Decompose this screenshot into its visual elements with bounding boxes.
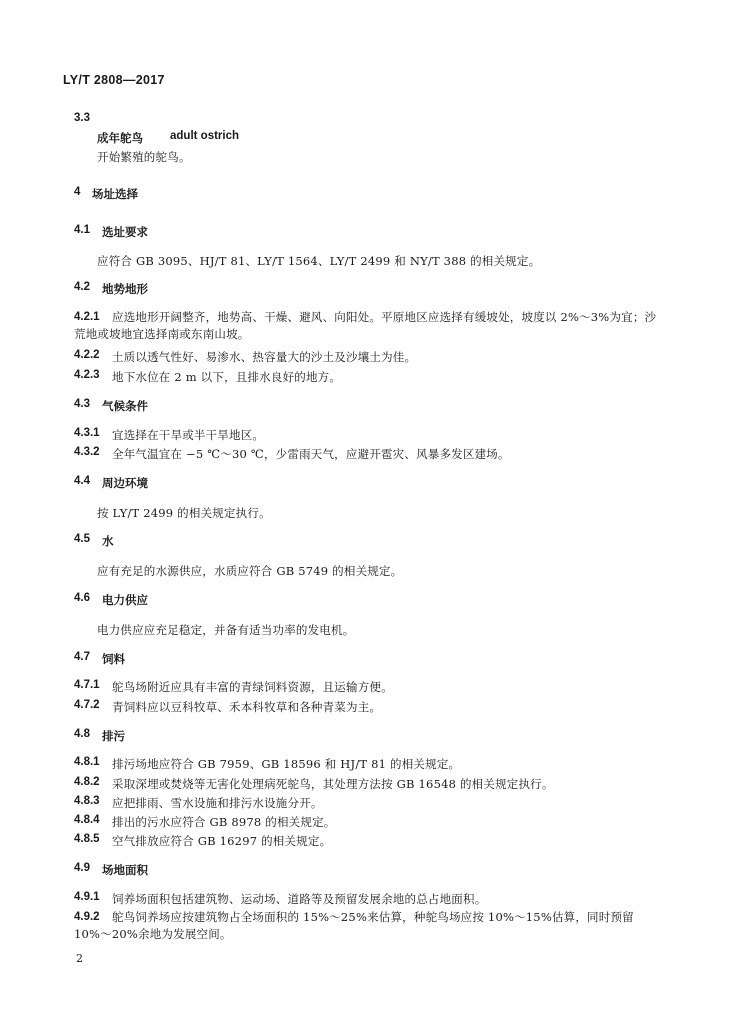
- clause-title: 周边环境: [102, 476, 148, 490]
- clause-title: 气候条件: [102, 399, 148, 413]
- subclause-number: 4.9.1: [74, 891, 100, 903]
- page-number: 2: [76, 952, 83, 965]
- section-number: 4: [74, 186, 81, 198]
- subclause-text: 空气排放应符合 GB 16297 的相关规定。: [112, 834, 332, 848]
- subclause-number: 4.3.2: [74, 446, 100, 458]
- subclause-number: 4.7.1: [74, 679, 100, 691]
- subclause-number: 4.8.3: [74, 795, 100, 807]
- subclause-text: 地下水位在 2 m 以下，且排水良好的地方。: [112, 370, 342, 384]
- clause-number: 3.3: [74, 112, 90, 124]
- subclause-text: 排出的污水应符合 GB 8978 的相关规定。: [112, 815, 336, 829]
- subclause-number: 4.3.1: [74, 427, 100, 439]
- subclause-number: 4.8.1: [74, 756, 100, 768]
- subclause-text: 宜选择在干旱或半干旱地区。: [112, 428, 265, 442]
- subclause-text: 应把排雨、雪水设施和排污水设施分开。: [112, 796, 323, 810]
- subclause-text: 饲养场面积包括建筑物、运动场、道路等及预留发展余地的总占地面积。: [112, 892, 487, 906]
- subclause-text: 青饲料应以豆科牧草、禾本科牧草和各种青菜为主。: [112, 700, 382, 714]
- standard-code-header: LY/T 2808—2017: [63, 73, 165, 87]
- clause-title: 电力供应: [102, 593, 148, 607]
- clause-title: 地势地形: [102, 282, 148, 296]
- subclause-text: 排污场地应符合 GB 7959、GB 18596 和 HJ/T 81 的相关规定。: [112, 757, 461, 771]
- subclause-number: 4.9.2: [74, 911, 100, 923]
- subclause-text: 鸵鸟饲养场应按建筑物占全场面积的 15%～25%来估算，种鸵鸟场应按 10%～15%估算，同时预留 10%～20%余地为发展空间。: [74, 910, 634, 941]
- subclause-text: 土质以透气性好、易渗水、热容量大的沙土及沙壤土为佳。: [112, 350, 417, 364]
- subclause-text: 全年气温宜在 −5 ℃～30 ℃，少雷雨天气，应避开雹灾、风暴多发区建场。: [112, 447, 510, 461]
- subclause-text: 鸵鸟场附近应具有丰富的青绿饲料资源，且运输方便。: [112, 680, 393, 694]
- clause-body: 按 LY/T 2499 的相关规定执行。: [97, 506, 271, 520]
- clause-number: 4.8: [74, 728, 90, 740]
- clause-title: 排污: [102, 729, 125, 743]
- clause-number: 4.4: [74, 475, 90, 487]
- clause-body: 应有充足的水源供应，水质应符合 GB 5749 的相关规定。: [97, 564, 403, 578]
- clause-number: 4.6: [74, 592, 90, 604]
- clause-number: 4.9: [74, 862, 90, 874]
- term-chinese: 成年鸵鸟: [97, 131, 143, 145]
- section-title: 场址选择: [92, 187, 138, 201]
- clause-number: 4.3: [74, 398, 90, 410]
- clause-number: 4.2: [74, 281, 90, 293]
- subclause-number: 4.2.3: [74, 369, 100, 381]
- clause-title: 场地面积: [102, 863, 148, 877]
- subclause-number: 4.8.4: [74, 814, 100, 826]
- term-english: adult ostrich: [170, 130, 240, 142]
- clause-number: 4.1: [74, 224, 90, 236]
- subclause-number: 4.8.2: [74, 776, 100, 788]
- clause-title: 饲料: [102, 652, 125, 666]
- clause-body: 应符合 GB 3095、HJ/T 81、LY/T 1564、LY/T 2499 和 NY/T 388 的相关规定。: [97, 254, 541, 268]
- subclause-number: 4.8.5: [74, 833, 100, 845]
- subclause-number: 4.7.2: [74, 699, 100, 711]
- clause-title: 水: [102, 534, 114, 548]
- term-definition: 开始繁殖的鸵鸟。: [97, 150, 191, 164]
- clause-number: 4.5: [74, 533, 90, 545]
- subclause-number: 4.2.1: [74, 311, 100, 323]
- clause-number: 4.7: [74, 651, 90, 663]
- subclause-text: 应选地形开阔整齐，地势高、干燥、避风、向阳处。平原地区应选择有缓坡处，坡度以 2%～3%为宜；沙荒地或坡地宜选择南或东南山坡。: [74, 310, 657, 341]
- clause-body: 电力供应应充足稳定，并备有适当功率的发电机。: [97, 623, 355, 637]
- subclause-number: 4.2.2: [74, 349, 100, 361]
- subclause-text: 采取深埋或焚烧等无害化处理病死鸵鸟，其处理方法按 GB 16548 的相关规定执行。: [112, 777, 554, 791]
- clause-title: 选址要求: [102, 225, 148, 239]
